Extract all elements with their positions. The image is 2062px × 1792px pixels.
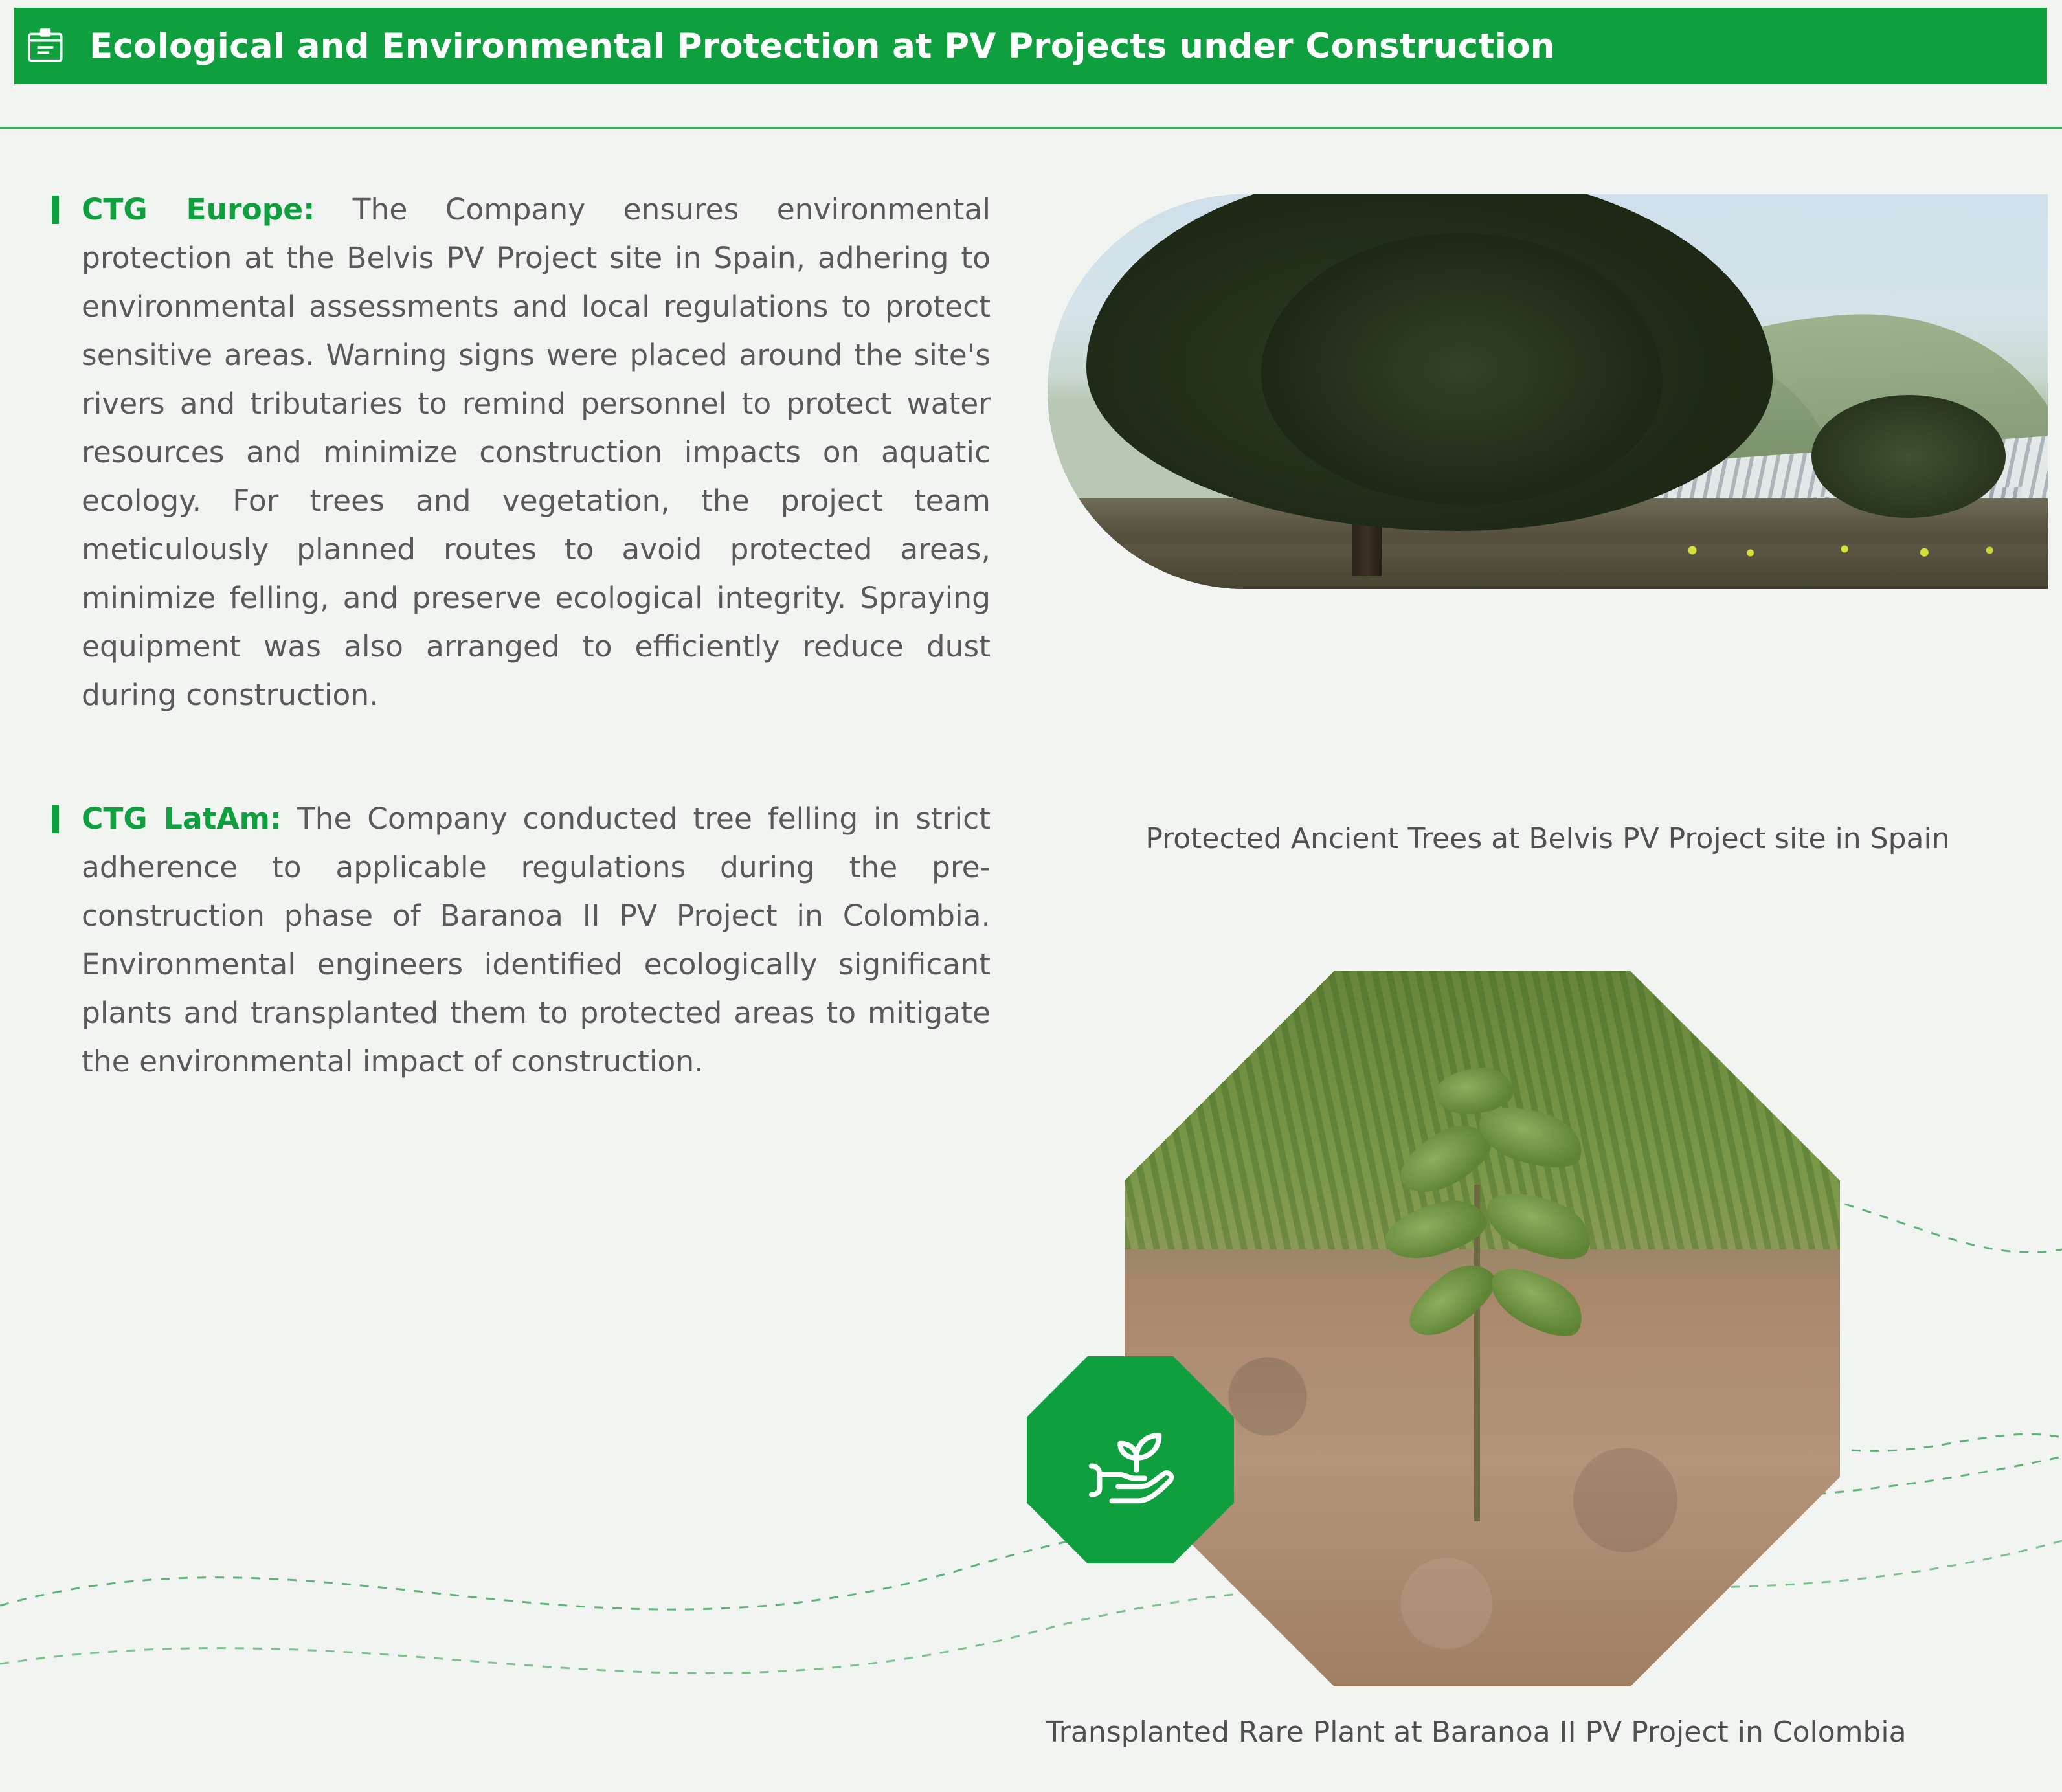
paragraph-ctg-latam [52, 794, 991, 1086]
header-divider [0, 127, 2062, 129]
figure-caption-2: Transplanted Rare Plant at Baranoa II PV Project in Colombia [1046, 1716, 1907, 1749]
protected-ancient-trees-photo [1048, 194, 2048, 589]
paragraph-accent-bar [52, 805, 59, 833]
hand-holding-sprout-icon [1027, 1356, 1234, 1563]
construction-workers [1656, 537, 2019, 563]
body-text-column [52, 185, 991, 1086]
paragraph-accent-bar [52, 196, 59, 224]
section-header-bar [14, 8, 2047, 84]
paragraph-body-text: The Company ensures environmental protection at the Belvis PV Project site in Spain, adhering to environmental assessments and local regulations to protect sensitive areas. Warning signs were placed around the site's rivers and tributaries to remind personnel to protect water resources and minimize construction impacts on aquatic ecology. For trees and vegetation, the project team meticulously planned routes to avoid protected areas, minimize felling, and preserve ecological integrity. Spraying equipment was also arranged to efficiently reduce dust during construction. [82, 192, 991, 712]
small-tree [1811, 395, 2006, 518]
transplanted-rare-plant-photo [1125, 971, 1840, 1686]
photo-content [1125, 971, 1840, 1686]
report-book-icon [14, 8, 76, 84]
photo-content [1048, 194, 2048, 589]
paragraph-ctg-europe [52, 185, 991, 719]
figure-caption-1: Protected Ancient Trees at Belvis PV Project site in Spain [1145, 822, 1950, 855]
paragraph-body-text: The Company conducted tree felling in strict adherence to applicable regulations during the pre-construction phase of Baranoa II PV Project in Colombia. Environmental engineers identified ecologically significant plants and transplanted them to protected areas to mitigate the environmental impact of construction. [82, 801, 991, 1079]
paragraph-lead-label: CTG Europe: [82, 192, 315, 227]
page-title: Ecological and Environmental Protection at PV Projects under Construction [89, 26, 1555, 66]
paragraph-lead-label: CTG LatAm: [82, 801, 282, 836]
